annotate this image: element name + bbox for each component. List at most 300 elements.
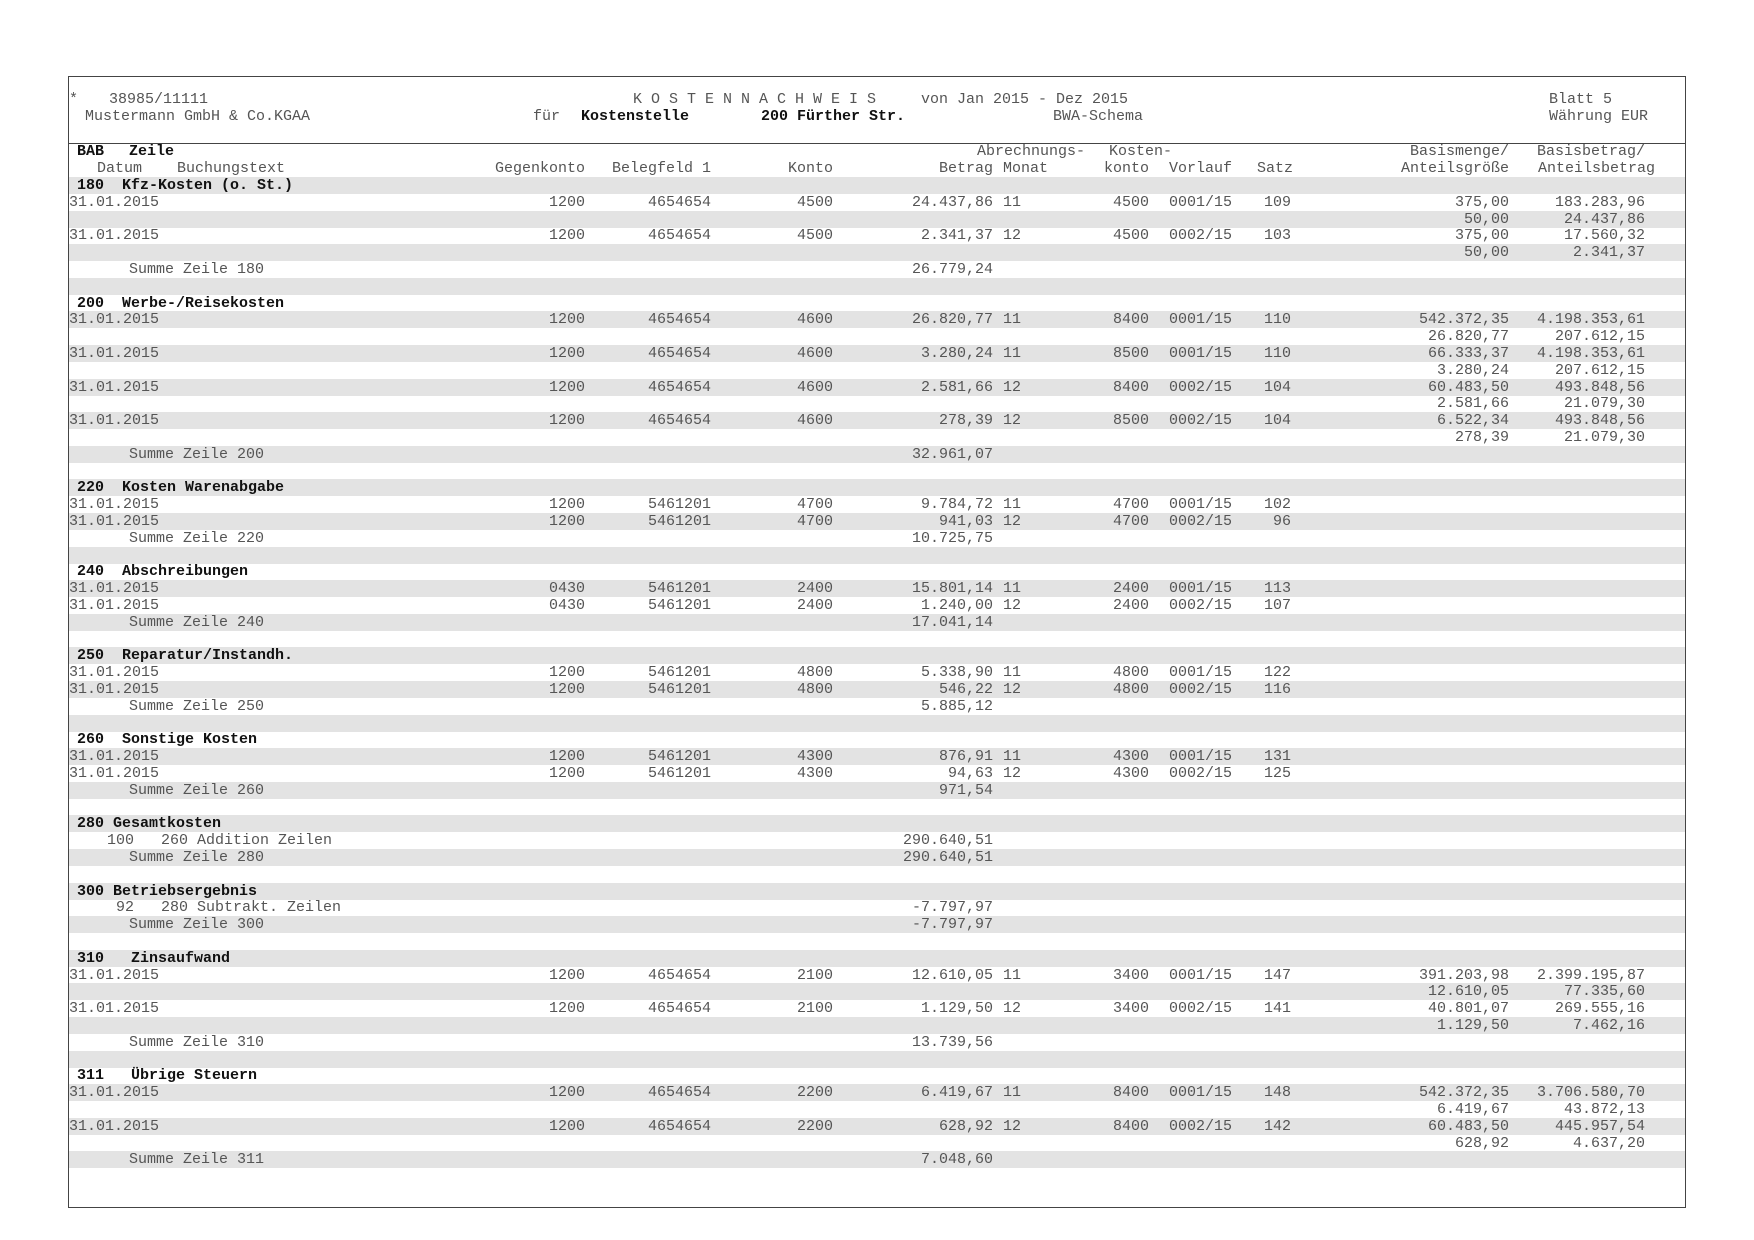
cell-datum: 31.01.2015 bbox=[69, 496, 160, 514]
cell-vorlauf: 0001/15 bbox=[1169, 748, 1233, 766]
cell-satz: 148 bbox=[1263, 1084, 1291, 1102]
cell-satz: 116 bbox=[1263, 681, 1291, 698]
sum-label: Summe Zeile 280 bbox=[129, 849, 265, 866]
cell-gegenkonto: 1200 bbox=[548, 1084, 585, 1102]
cell-monat: 11 bbox=[1003, 311, 1022, 329]
cell-beleg: 5461201 bbox=[647, 765, 711, 782]
cell-konto: 4500 bbox=[796, 193, 833, 211]
ledger-entry bbox=[69, 311, 1685, 328]
ledger-entry bbox=[69, 1084, 1685, 1101]
cell-beleg: 5461201 bbox=[647, 748, 711, 766]
cell-kkonto: 4700 bbox=[1112, 496, 1149, 514]
cell-betrag: 6.419,67 bbox=[920, 1084, 993, 1102]
cell-gegenkonto: 1200 bbox=[548, 1117, 585, 1135]
col-buchungstext: Buchungstext bbox=[177, 160, 286, 177]
ledger-entry bbox=[69, 967, 1685, 984]
col-monat: Monat bbox=[1003, 160, 1049, 177]
cell-konto: 2400 bbox=[796, 597, 833, 614]
sum-line bbox=[69, 916, 1685, 933]
cell-gegenkonto: 0430 bbox=[548, 597, 585, 614]
cell-konto: 4600 bbox=[796, 311, 833, 329]
cell-datum: 31.01.2015 bbox=[69, 1000, 160, 1018]
cell-basis2: 4.198.353,61 bbox=[1536, 311, 1645, 329]
cell-betrag: 3.280,24 bbox=[920, 345, 993, 362]
blank-line bbox=[69, 933, 1685, 950]
ledger-entry bbox=[69, 345, 1685, 362]
cell-gegenkonto: 1200 bbox=[548, 966, 585, 984]
cell-satz: 102 bbox=[1263, 496, 1291, 514]
cell-gegenkonto: 1200 bbox=[548, 378, 585, 396]
cell-kkonto: 8500 bbox=[1112, 412, 1149, 430]
cell-gegenkonto: 1200 bbox=[548, 681, 585, 698]
kostenstelle-value: 200 Fürther Str. bbox=[761, 108, 906, 125]
cell-beleg: 4654654 bbox=[647, 345, 711, 362]
sum-line bbox=[69, 261, 1685, 278]
cell-betrag: 941,03 bbox=[938, 513, 993, 530]
cell-konto: 2200 bbox=[796, 1084, 833, 1102]
cell-basis2: 7.462,16 bbox=[1572, 1017, 1645, 1034]
cell-basis1: 375,00 bbox=[1454, 193, 1509, 211]
cell-monat: 12 bbox=[1003, 513, 1022, 530]
cell-datum: 31.01.2015 bbox=[69, 412, 160, 430]
cell-konto: 4800 bbox=[796, 681, 833, 698]
ledger-entry bbox=[69, 379, 1685, 396]
cell-kkonto: 4300 bbox=[1112, 748, 1149, 766]
cell-konto: 4700 bbox=[796, 496, 833, 514]
cell-satz: 113 bbox=[1263, 580, 1291, 598]
cell-kkonto: 4500 bbox=[1112, 193, 1149, 211]
sum-line bbox=[69, 1034, 1685, 1051]
sum-line bbox=[69, 1151, 1685, 1168]
cell-basis2: 207.612,15 bbox=[1554, 361, 1645, 379]
sum-label: Summe Zeile 260 bbox=[129, 781, 265, 799]
cell-konto: 4800 bbox=[796, 664, 833, 682]
cell-gegenkonto: 1200 bbox=[548, 513, 585, 530]
sum-betrag: 971,54 bbox=[938, 781, 993, 799]
section-heading bbox=[69, 815, 1685, 832]
col-basismenge: Basismenge/ bbox=[1409, 143, 1509, 160]
cell-monat: 12 bbox=[1003, 1117, 1022, 1135]
cell-basis1: 1.129,50 bbox=[1436, 1017, 1509, 1034]
account-id: 38985/11111 bbox=[109, 91, 209, 108]
cell-basis2: 77.335,60 bbox=[1563, 983, 1645, 1001]
calc-line bbox=[69, 899, 1685, 916]
section-title: 280 Gesamtkosten bbox=[77, 815, 222, 833]
cell-kkonto: 8400 bbox=[1112, 1084, 1149, 1102]
cell-monat: 11 bbox=[1003, 664, 1022, 682]
cell-beleg: 4654654 bbox=[647, 227, 711, 245]
sum-line bbox=[69, 530, 1685, 547]
cell-betrag: 94,63 bbox=[947, 765, 993, 782]
cell-basis2: 269.555,16 bbox=[1554, 1000, 1645, 1018]
cell-monat: 12 bbox=[1003, 681, 1022, 698]
sum-line bbox=[69, 698, 1685, 715]
sum-betrag: 17.041,14 bbox=[911, 613, 993, 631]
section-title: 260 Sonstige Kosten bbox=[77, 731, 258, 749]
cell-satz: 131 bbox=[1263, 748, 1291, 766]
cell-basis2: 4.198.353,61 bbox=[1536, 345, 1645, 362]
ledger-entry bbox=[69, 597, 1685, 614]
cell-basis1: 6.522,34 bbox=[1436, 412, 1509, 430]
cell-basis2: 493.848,56 bbox=[1554, 378, 1645, 396]
cell-datum: 31.01.2015 bbox=[69, 193, 160, 211]
cell-beleg: 5461201 bbox=[647, 580, 711, 598]
cell-konto: 4600 bbox=[796, 345, 833, 362]
section-heading bbox=[69, 731, 1685, 748]
ledger-subline bbox=[69, 983, 1685, 1000]
cell-datum: 31.01.2015 bbox=[69, 513, 160, 530]
cell-beleg: 5461201 bbox=[647, 597, 711, 614]
cell-basis1: 542.372,35 bbox=[1418, 311, 1509, 329]
cell-basis2: 2.399.195,87 bbox=[1536, 966, 1645, 984]
sum-label: Summe Zeile 311 bbox=[129, 1151, 265, 1169]
ledger-entry bbox=[69, 412, 1685, 429]
cell-satz: 110 bbox=[1263, 345, 1291, 362]
cell-gegenkonto: 1200 bbox=[548, 227, 585, 245]
section-title: 311 Übrige Steuern bbox=[77, 1067, 258, 1085]
cell-monat: 12 bbox=[1003, 378, 1022, 396]
cell-vorlauf: 0001/15 bbox=[1169, 311, 1233, 329]
cell-vorlauf: 0002/15 bbox=[1169, 513, 1233, 530]
cell-vorlauf: 0001/15 bbox=[1169, 496, 1233, 514]
schema-label: BWA-Schema bbox=[1053, 108, 1144, 125]
report-title: K O S T E N N A C H W E I S bbox=[633, 91, 877, 108]
cell-betrag: 5.338,90 bbox=[920, 664, 993, 682]
cell-betrag: 2.341,37 bbox=[920, 227, 993, 245]
section-title: 250 Reparatur/Instandh. bbox=[77, 647, 294, 665]
cell-gegenkonto: 1200 bbox=[548, 1000, 585, 1018]
report-period: von Jan 2015 - Dez 2015 bbox=[921, 91, 1129, 108]
blank-line bbox=[69, 715, 1685, 732]
cell-basis2: 21.079,30 bbox=[1563, 395, 1645, 413]
cell-vorlauf: 0001/15 bbox=[1169, 664, 1233, 682]
cell-betrag: 15.801,14 bbox=[911, 580, 993, 598]
cell-gegenkonto: 1200 bbox=[548, 664, 585, 682]
cell-basis1: 50,00 bbox=[1463, 244, 1509, 262]
cell-basis1: 542.372,35 bbox=[1418, 1084, 1509, 1102]
cell-betrag: 876,91 bbox=[938, 748, 993, 766]
cell-gegenkonto: 0430 bbox=[548, 580, 585, 598]
cell-kkonto: 4800 bbox=[1112, 681, 1149, 698]
calc-betrag: 290.640,51 bbox=[902, 832, 993, 850]
cell-basis2: 43.872,13 bbox=[1563, 1101, 1645, 1118]
cell-monat: 12 bbox=[1003, 227, 1022, 245]
section-title: 310 Zinsaufwand bbox=[77, 949, 231, 967]
cell-vorlauf: 0002/15 bbox=[1169, 1117, 1233, 1135]
ledger-entry bbox=[69, 681, 1685, 698]
cell-betrag: 9.784,72 bbox=[920, 496, 993, 514]
report-frame bbox=[68, 76, 1686, 1208]
cell-kkonto: 4500 bbox=[1112, 227, 1149, 245]
blank-line bbox=[69, 547, 1685, 564]
col-satz: Satz bbox=[1257, 160, 1294, 177]
calc-label: 100 260 Addition Zeilen bbox=[107, 832, 333, 850]
blank-line bbox=[69, 631, 1685, 648]
ledger-subline bbox=[69, 429, 1685, 446]
cell-kkonto: 4300 bbox=[1112, 765, 1149, 782]
cell-vorlauf: 0002/15 bbox=[1169, 227, 1233, 245]
cell-basis1: 6.419,67 bbox=[1436, 1101, 1509, 1118]
ledger-entry bbox=[69, 580, 1685, 597]
section-title: 200 Werbe-/Reisekosten bbox=[77, 294, 285, 312]
cell-basis1: 375,00 bbox=[1454, 227, 1509, 245]
col-kostenkonto: konto bbox=[1103, 160, 1149, 177]
ledger-entry bbox=[69, 496, 1685, 513]
sum-label: Summe Zeile 300 bbox=[129, 916, 265, 934]
cell-basis1: 50,00 bbox=[1463, 210, 1509, 228]
ledger-entry bbox=[69, 765, 1685, 782]
cell-beleg: 5461201 bbox=[647, 681, 711, 698]
cell-kkonto: 3400 bbox=[1112, 966, 1149, 984]
cell-beleg: 4654654 bbox=[647, 378, 711, 396]
ledger-subline bbox=[69, 1101, 1685, 1118]
cell-konto: 4300 bbox=[796, 748, 833, 766]
sum-betrag: 32.961,07 bbox=[911, 445, 993, 463]
cell-satz: 110 bbox=[1263, 311, 1291, 329]
cell-satz: 147 bbox=[1263, 966, 1291, 984]
cell-gegenkonto: 1200 bbox=[548, 748, 585, 766]
cell-konto: 2200 bbox=[796, 1117, 833, 1135]
section-heading bbox=[69, 883, 1685, 900]
cell-kkonto: 2400 bbox=[1112, 580, 1149, 598]
cell-gegenkonto: 1200 bbox=[548, 345, 585, 362]
ledger-entry bbox=[69, 227, 1685, 244]
ledger-subline bbox=[69, 244, 1685, 261]
sum-line bbox=[69, 446, 1685, 463]
calc-label: 92 280 Subtrakt. Zeilen bbox=[107, 899, 342, 917]
cell-basis1: 628,92 bbox=[1454, 1134, 1509, 1152]
col-basisbetrag: Basisbetrag/ bbox=[1536, 143, 1645, 160]
cell-kkonto: 4800 bbox=[1112, 664, 1149, 682]
cell-vorlauf: 0002/15 bbox=[1169, 378, 1233, 396]
cell-betrag: 1.129,50 bbox=[920, 1000, 993, 1018]
cell-satz: 141 bbox=[1263, 1000, 1291, 1018]
cell-konto: 2400 bbox=[796, 580, 833, 598]
cell-datum: 31.01.2015 bbox=[69, 378, 160, 396]
cell-konto: 2100 bbox=[796, 1000, 833, 1018]
sum-betrag: 5.885,12 bbox=[920, 697, 993, 715]
ledger-subline bbox=[69, 328, 1685, 345]
sum-betrag: 7.048,60 bbox=[920, 1151, 993, 1169]
cell-gegenkonto: 1200 bbox=[548, 193, 585, 211]
col-zeile: Zeile bbox=[129, 143, 175, 160]
cell-kkonto: 8500 bbox=[1112, 345, 1149, 362]
cell-monat: 11 bbox=[1003, 345, 1022, 362]
cell-vorlauf: 0002/15 bbox=[1169, 597, 1233, 614]
section-title: 300 Betriebsergebnis bbox=[77, 882, 258, 900]
col-anteilsbetrag: Anteilsbetrag bbox=[1537, 160, 1655, 177]
blatt-label: Blatt 5 bbox=[1549, 91, 1613, 108]
cell-konto: 4500 bbox=[796, 227, 833, 245]
cell-datum: 31.01.2015 bbox=[69, 597, 160, 614]
cell-monat: 11 bbox=[1003, 748, 1022, 766]
cell-basis1: 3.280,24 bbox=[1436, 361, 1509, 379]
col-betrag: Betrag bbox=[938, 160, 993, 177]
ledger-entry bbox=[69, 513, 1685, 530]
cell-kkonto: 4700 bbox=[1112, 513, 1149, 530]
ledger-subline bbox=[69, 362, 1685, 379]
cell-beleg: 5461201 bbox=[647, 496, 711, 514]
cell-basis2: 24.437,86 bbox=[1563, 210, 1645, 228]
cell-basis1: 26.820,77 bbox=[1427, 328, 1509, 346]
ledger-entry bbox=[69, 748, 1685, 765]
cell-datum: 31.01.2015 bbox=[69, 580, 160, 598]
col-anteilsgroesse: Anteilsgröße bbox=[1400, 160, 1509, 177]
cell-gegenkonto: 1200 bbox=[548, 412, 585, 430]
cell-satz: 125 bbox=[1263, 765, 1291, 782]
cell-gegenkonto: 1200 bbox=[548, 765, 585, 782]
fuer-label: für bbox=[533, 108, 561, 125]
cell-beleg: 4654654 bbox=[647, 1084, 711, 1102]
cell-betrag: 24.437,86 bbox=[911, 193, 993, 211]
cell-datum: 31.01.2015 bbox=[69, 227, 160, 245]
section-heading bbox=[69, 177, 1685, 194]
sum-label: Summe Zeile 250 bbox=[129, 697, 265, 715]
col-abrechnungs: Abrechnungs- bbox=[977, 143, 1086, 160]
cell-vorlauf: 0001/15 bbox=[1169, 345, 1233, 362]
blank-line bbox=[69, 463, 1685, 480]
cell-datum: 31.01.2015 bbox=[69, 311, 160, 329]
cell-kkonto: 3400 bbox=[1112, 1000, 1149, 1018]
cell-basis2: 2.341,37 bbox=[1572, 244, 1645, 262]
cell-vorlauf: 0001/15 bbox=[1169, 966, 1233, 984]
sum-label: Summe Zeile 180 bbox=[129, 261, 265, 278]
cell-datum: 31.01.2015 bbox=[69, 748, 160, 766]
cell-vorlauf: 0002/15 bbox=[1169, 765, 1233, 782]
cell-basis2: 3.706.580,70 bbox=[1536, 1084, 1645, 1102]
col-konto: Konto bbox=[787, 160, 833, 177]
cell-betrag: 12.610,05 bbox=[911, 966, 993, 984]
col-vorlauf: Vorlauf bbox=[1169, 160, 1233, 177]
cell-basis2: 207.612,15 bbox=[1554, 328, 1645, 346]
cell-vorlauf: 0002/15 bbox=[1169, 412, 1233, 430]
cell-monat: 11 bbox=[1003, 966, 1022, 984]
cell-betrag: 1.240,00 bbox=[920, 597, 993, 614]
calc-line bbox=[69, 832, 1685, 849]
cell-satz: 104 bbox=[1263, 412, 1291, 430]
calc-betrag: -7.797,97 bbox=[911, 899, 993, 917]
sum-betrag: 10.725,75 bbox=[911, 529, 993, 547]
sum-label: Summe Zeile 310 bbox=[129, 1033, 265, 1051]
cell-monat: 11 bbox=[1003, 496, 1022, 514]
col-bab: BAB bbox=[77, 143, 105, 160]
sum-line bbox=[69, 614, 1685, 631]
cell-monat: 11 bbox=[1003, 1084, 1022, 1102]
cell-vorlauf: 0001/15 bbox=[1169, 580, 1233, 598]
waehrung-label: Währung EUR bbox=[1549, 108, 1649, 125]
section-heading bbox=[69, 295, 1685, 312]
cell-kkonto: 2400 bbox=[1112, 597, 1149, 614]
ledger-entry bbox=[69, 194, 1685, 211]
cell-vorlauf: 0001/15 bbox=[1169, 193, 1233, 211]
sum-label: Summe Zeile 240 bbox=[129, 613, 265, 631]
cell-satz: 96 bbox=[1272, 513, 1291, 530]
cell-monat: 12 bbox=[1003, 1000, 1022, 1018]
section-title: 220 Kosten Warenabgabe bbox=[77, 479, 285, 497]
ledger-entry bbox=[69, 1118, 1685, 1135]
cell-basis1: 12.610,05 bbox=[1427, 983, 1509, 1001]
cell-basis1: 60.483,50 bbox=[1427, 1117, 1509, 1135]
cell-monat: 11 bbox=[1003, 193, 1022, 211]
cell-monat: 12 bbox=[1003, 765, 1022, 782]
cell-basis2: 17.560,32 bbox=[1563, 227, 1645, 245]
ledger-subline bbox=[69, 1017, 1685, 1034]
cell-basis2: 445.957,54 bbox=[1554, 1117, 1645, 1135]
cell-konto: 4700 bbox=[796, 513, 833, 530]
ledger-entry bbox=[69, 1000, 1685, 1017]
section-heading bbox=[69, 950, 1685, 967]
ledger-entry bbox=[69, 664, 1685, 681]
cell-datum: 31.01.2015 bbox=[69, 1117, 160, 1135]
section-heading bbox=[69, 647, 1685, 664]
cell-datum: 31.01.2015 bbox=[69, 664, 160, 682]
blank-line bbox=[69, 799, 1685, 816]
cell-kkonto: 8400 bbox=[1112, 1117, 1149, 1135]
cell-beleg: 5461201 bbox=[647, 513, 711, 530]
sum-betrag: 26.779,24 bbox=[911, 261, 993, 278]
cell-satz: 109 bbox=[1263, 193, 1291, 211]
cell-betrag: 628,92 bbox=[938, 1117, 993, 1135]
ledger-subline bbox=[69, 211, 1685, 228]
cell-betrag: 26.820,77 bbox=[911, 311, 993, 329]
col-gegenkonto: Gegenkonto bbox=[494, 160, 585, 177]
cell-datum: 31.01.2015 bbox=[69, 966, 160, 984]
blank-line bbox=[69, 1051, 1685, 1068]
col-belegfeld: Belegfeld 1 bbox=[611, 160, 711, 177]
cell-betrag: 278,39 bbox=[938, 412, 993, 430]
kostenstelle-label: Kostenstelle bbox=[581, 108, 690, 125]
cell-basis2: 183.283,96 bbox=[1554, 193, 1645, 211]
cell-konto: 2100 bbox=[796, 966, 833, 984]
cell-satz: 122 bbox=[1263, 664, 1291, 682]
cell-basis2: 493.848,56 bbox=[1554, 412, 1645, 430]
cell-kkonto: 8400 bbox=[1112, 378, 1149, 396]
cell-satz: 107 bbox=[1263, 597, 1291, 614]
cell-basis1: 60.483,50 bbox=[1427, 378, 1509, 396]
blank-line bbox=[69, 866, 1685, 883]
cell-monat: 12 bbox=[1003, 597, 1022, 614]
cell-monat: 12 bbox=[1003, 412, 1022, 430]
sum-betrag: 290.640,51 bbox=[902, 849, 993, 866]
cell-monat: 11 bbox=[1003, 580, 1022, 598]
ledger-subline bbox=[69, 395, 1685, 412]
cell-beleg: 4654654 bbox=[647, 966, 711, 984]
section-title: 180 Kfz-Kosten (o. St.) bbox=[77, 177, 294, 194]
cell-datum: 31.01.2015 bbox=[69, 681, 160, 698]
cell-konto: 4600 bbox=[796, 378, 833, 396]
col-kosten: Kosten- bbox=[1109, 143, 1173, 160]
cell-gegenkonto: 1200 bbox=[548, 496, 585, 514]
cell-gegenkonto: 1200 bbox=[548, 311, 585, 329]
cell-satz: 142 bbox=[1263, 1117, 1291, 1135]
section-heading bbox=[69, 479, 1685, 496]
sum-betrag: -7.797,97 bbox=[911, 916, 993, 934]
cell-basis1: 2.581,66 bbox=[1436, 395, 1509, 413]
company-name: Mustermann GmbH & Co.KGAA bbox=[85, 108, 311, 125]
cell-satz: 104 bbox=[1263, 378, 1291, 396]
blank-line bbox=[69, 278, 1685, 295]
section-heading bbox=[69, 1067, 1685, 1084]
cell-vorlauf: 0001/15 bbox=[1169, 1084, 1233, 1102]
sum-label: Summe Zeile 220 bbox=[129, 529, 265, 547]
ledger-subline bbox=[69, 1135, 1685, 1152]
cell-konto: 4600 bbox=[796, 412, 833, 430]
cell-basis1: 391.203,98 bbox=[1418, 966, 1509, 984]
col-datum: Datum bbox=[97, 160, 143, 177]
cell-basis1: 278,39 bbox=[1454, 429, 1509, 446]
sum-line bbox=[69, 849, 1685, 866]
section-heading bbox=[69, 563, 1685, 580]
